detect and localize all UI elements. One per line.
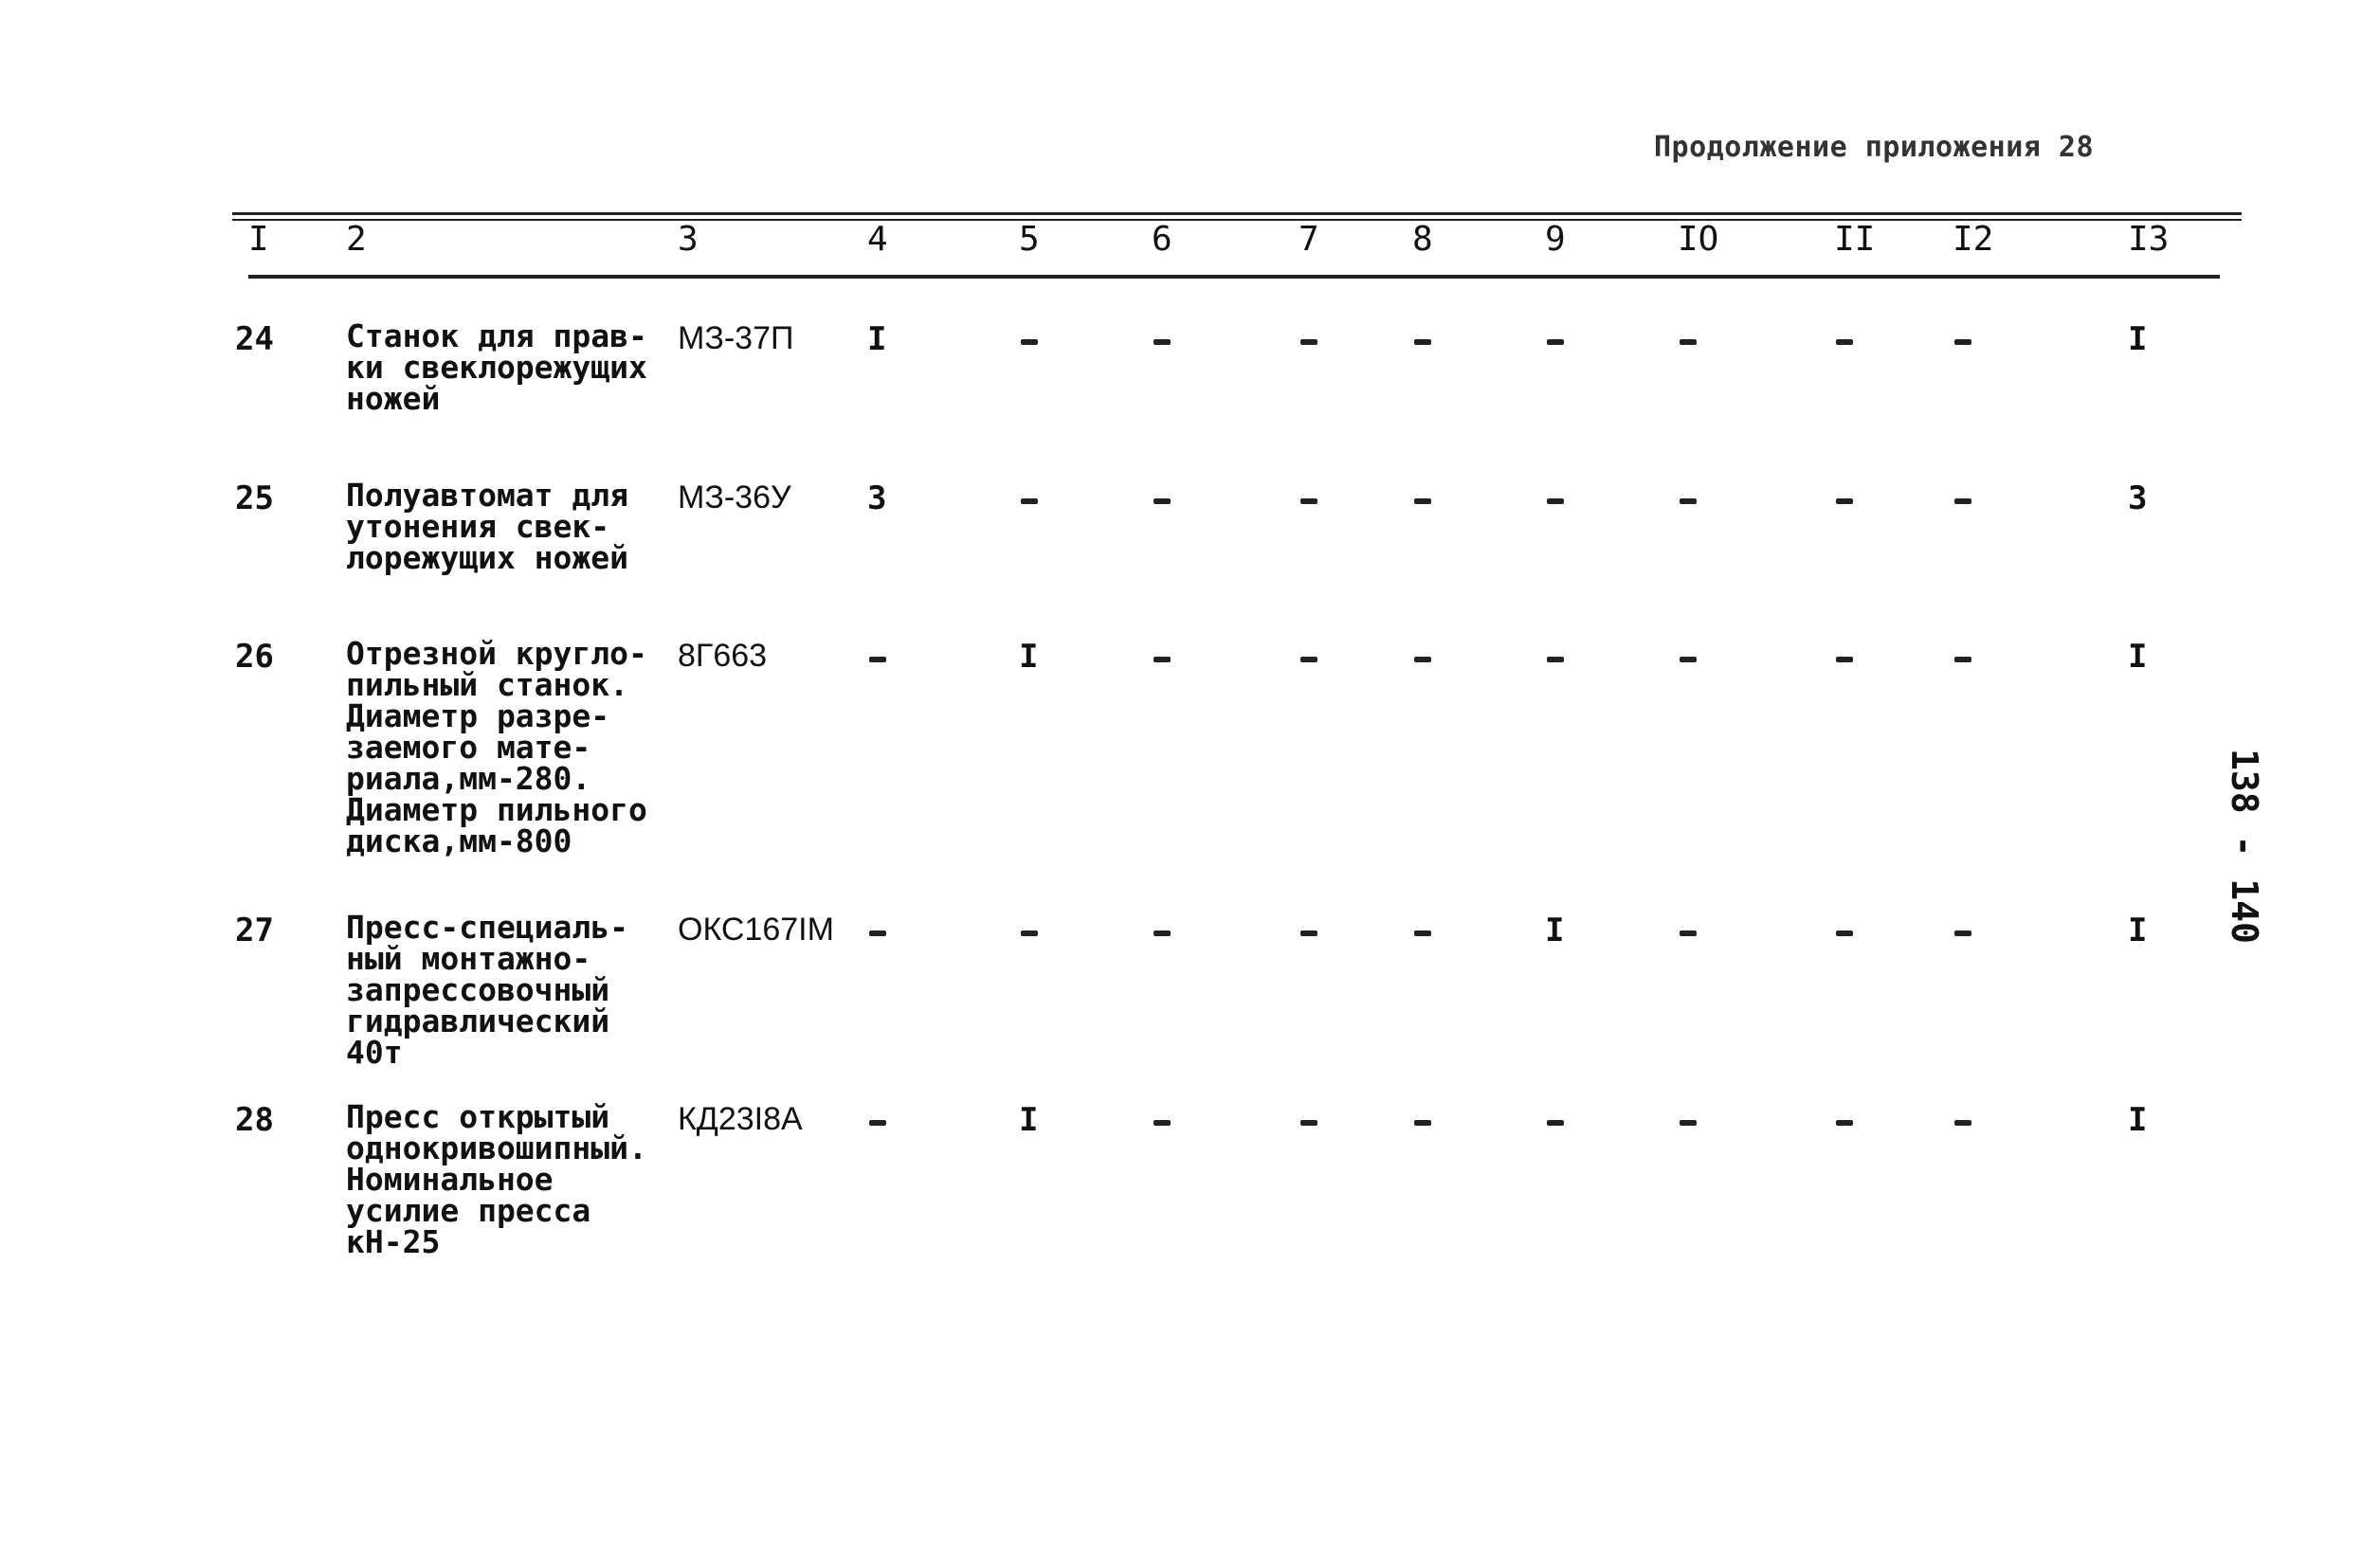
page-number-stamp: 138 - 140 bbox=[2224, 749, 2265, 944]
equipment-name-line: Отрезной кругло- bbox=[346, 635, 647, 672]
quantity-value: I bbox=[1019, 638, 1039, 676]
empty-dash bbox=[1547, 339, 1564, 345]
column-number-11: II bbox=[1834, 220, 1876, 259]
equipment-name-line: кН-25 bbox=[346, 1223, 441, 1260]
empty-dash bbox=[1154, 1120, 1171, 1126]
equipment-name bbox=[346, 635, 668, 859]
equipment-name bbox=[346, 477, 668, 576]
column-number-1: I bbox=[248, 220, 269, 259]
quantity-value: I bbox=[2128, 1101, 2148, 1139]
empty-dash bbox=[1300, 657, 1317, 662]
equipment-name-line: запрессовочный bbox=[346, 971, 610, 1008]
quantity-value: 3 bbox=[867, 479, 887, 517]
model-code: МЗ-36У bbox=[678, 479, 791, 515]
empty-dash bbox=[1680, 657, 1697, 662]
empty-dash bbox=[1300, 931, 1317, 936]
model-code: МЗ-37П bbox=[678, 320, 794, 356]
empty-dash bbox=[1954, 498, 1971, 504]
empty-dash bbox=[1414, 498, 1431, 504]
column-number-3: 3 bbox=[678, 220, 699, 259]
model-code: 8Г663 bbox=[678, 638, 768, 674]
empty-dash bbox=[1414, 931, 1431, 936]
quantity-value: I bbox=[2128, 320, 2148, 358]
empty-dash bbox=[1300, 339, 1317, 345]
equipment-name-line: риала,мм-280. bbox=[346, 760, 591, 797]
equipment-name-line: диска,мм-800 bbox=[346, 822, 572, 859]
empty-dash bbox=[1547, 498, 1564, 504]
row-number: 27 bbox=[235, 912, 274, 949]
equipment-name-line: Пресс-специаль- bbox=[346, 909, 629, 946]
column-number-12: I2 bbox=[1953, 220, 1994, 259]
row-number: 26 bbox=[235, 638, 274, 676]
quantity-value: I bbox=[2128, 638, 2148, 676]
column-number-13: I3 bbox=[2128, 220, 2170, 259]
empty-dash bbox=[1300, 1120, 1317, 1126]
row-number: 25 bbox=[235, 479, 274, 517]
table-top-rule-double bbox=[232, 219, 2242, 221]
empty-dash bbox=[1547, 657, 1564, 662]
empty-dash bbox=[1414, 657, 1431, 662]
equipment-name-line: 40т bbox=[346, 1034, 403, 1071]
quantity-value: I bbox=[1545, 912, 1565, 949]
column-number-5: 5 bbox=[1019, 220, 1040, 259]
quantity-value: I bbox=[1019, 1101, 1039, 1139]
empty-dash bbox=[1680, 498, 1697, 504]
equipment-name bbox=[346, 1098, 668, 1260]
empty-dash bbox=[1021, 931, 1038, 936]
table-top-rule bbox=[232, 212, 2242, 215]
empty-dash bbox=[1836, 1120, 1853, 1126]
equipment-name-line: пильный станок. bbox=[346, 666, 629, 703]
equipment-name-line: Диаметр пильного bbox=[346, 791, 647, 828]
column-number-9: 9 bbox=[1545, 220, 1566, 259]
empty-dash bbox=[1954, 1120, 1971, 1126]
quantity-value: I bbox=[2128, 912, 2148, 949]
empty-dash bbox=[1836, 931, 1853, 936]
equipment-name bbox=[346, 317, 668, 417]
equipment-name bbox=[346, 909, 668, 1071]
empty-dash bbox=[869, 931, 886, 936]
empty-dash bbox=[1154, 339, 1171, 345]
empty-dash bbox=[1154, 498, 1171, 504]
equipment-name-line: ный монтажно- bbox=[346, 940, 591, 977]
empty-dash bbox=[1414, 1120, 1431, 1126]
continuation-note: Продолжение приложения 28 bbox=[1654, 131, 2095, 164]
empty-dash bbox=[1154, 657, 1171, 662]
empty-dash bbox=[1836, 498, 1853, 504]
empty-dash bbox=[1680, 1120, 1697, 1126]
equipment-name-line: гидравлический bbox=[346, 1003, 610, 1039]
equipment-name-line: Диаметр разре- bbox=[346, 697, 610, 734]
equipment-name-line: заемого мате- bbox=[346, 729, 591, 766]
row-number: 28 bbox=[235, 1101, 274, 1139]
empty-dash bbox=[1954, 339, 1971, 345]
column-header-rule bbox=[248, 275, 2220, 279]
empty-dash bbox=[1954, 657, 1971, 662]
equipment-name-line: ножей bbox=[346, 380, 441, 417]
equipment-name-line: Полуавтомат для bbox=[346, 477, 629, 514]
equipment-name-line: однокривошипный. bbox=[346, 1129, 647, 1166]
column-number-2: 2 bbox=[346, 220, 367, 259]
column-number-6: 6 bbox=[1152, 220, 1172, 259]
empty-dash bbox=[1680, 931, 1697, 936]
model-code: КД23I8А bbox=[678, 1101, 803, 1137]
empty-dash bbox=[1021, 339, 1038, 345]
empty-dash bbox=[1836, 339, 1853, 345]
equipment-name-line: утонения свек- bbox=[346, 508, 610, 545]
column-number-7: 7 bbox=[1299, 220, 1319, 259]
empty-dash bbox=[1547, 1120, 1564, 1126]
empty-dash bbox=[1680, 339, 1697, 345]
empty-dash bbox=[1154, 931, 1171, 936]
column-number-8: 8 bbox=[1412, 220, 1433, 259]
empty-dash bbox=[1021, 498, 1038, 504]
column-number-10: IO bbox=[1678, 220, 1719, 259]
empty-dash bbox=[869, 1120, 886, 1126]
empty-dash bbox=[1414, 339, 1431, 345]
equipment-name-line: Пресс открытый bbox=[346, 1098, 610, 1135]
row-number: 24 bbox=[235, 320, 274, 358]
empty-dash bbox=[1300, 498, 1317, 504]
equipment-name-line: ки свеклорежущих bbox=[346, 349, 647, 386]
empty-dash bbox=[1954, 931, 1971, 936]
quantity-value: 3 bbox=[2128, 479, 2148, 517]
empty-dash bbox=[869, 657, 886, 662]
empty-dash bbox=[1836, 657, 1853, 662]
equipment-name-line: Номинальное bbox=[346, 1161, 554, 1198]
equipment-name-line: усилие пресса bbox=[346, 1192, 591, 1229]
equipment-name-line: Станок для прав- bbox=[346, 317, 647, 354]
quantity-value: I bbox=[867, 320, 887, 358]
equipment-name-line: лорежущих ножей bbox=[346, 539, 629, 576]
column-number-4: 4 bbox=[867, 220, 888, 259]
model-code: ОКС167IМ bbox=[678, 912, 834, 948]
